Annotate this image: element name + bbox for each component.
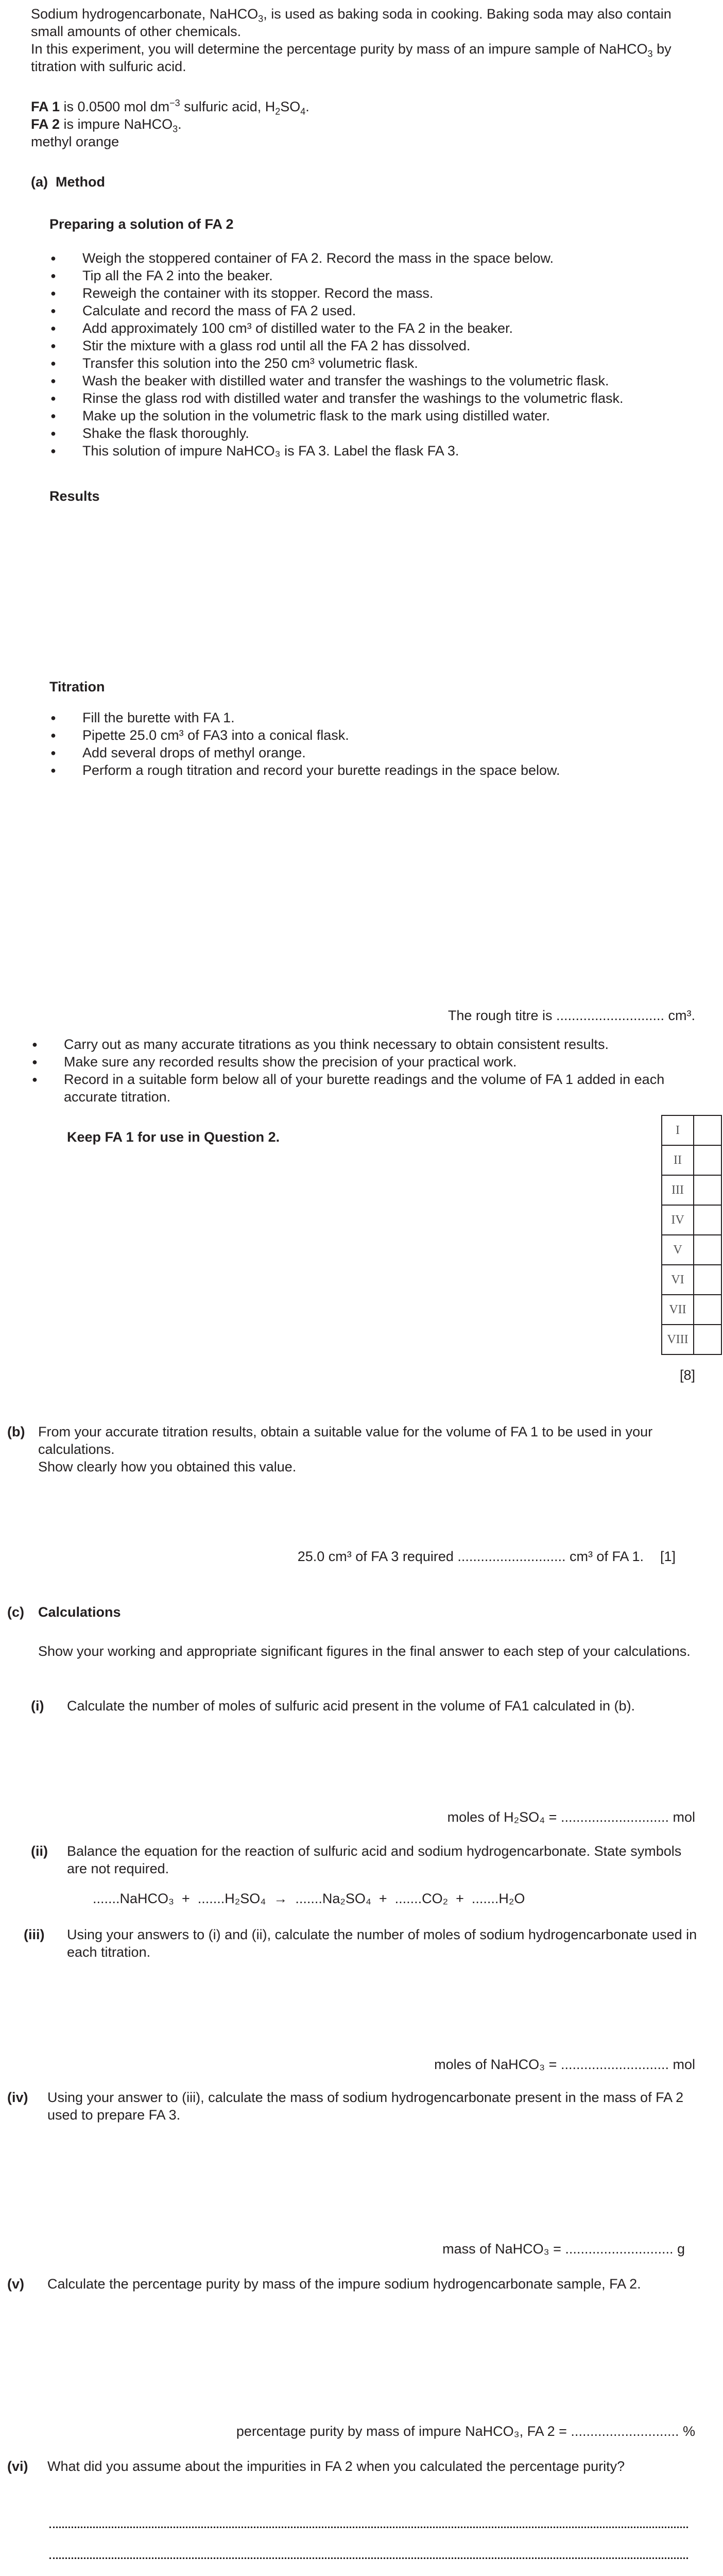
part-cvi-text: What did you assume about the impurities in FA 2 when you calculated the percentage purity? xyxy=(47,2459,625,2474)
material-fa1: FA 1 is 0.0500 mol $dm^{-3}$ sulfuric acid, $H_2SO_4$. xyxy=(31,98,309,117)
part-a-marks: [8] xyxy=(679,1367,695,1383)
intro-paragraph-2: In this experiment, you will determine the percentage purity by mass of an impure sample of NaHCO$_3$ by titration with sulfuric acid. xyxy=(31,41,672,74)
accurate-steps-list xyxy=(31,1036,700,1106)
part-cii-text: Balance the equation for the reaction of sulfuric acid and sodium hydrogencarbonate. State symbols are not required. xyxy=(67,1843,682,1876)
prep-step: ● Stir the mixture with a glass rod until all the FA 2 has dissolved. xyxy=(49,337,698,354)
prep-step: ● This solution of impure NaHCO₃ is FA 3. Label the flask FA 3. xyxy=(49,442,698,460)
prep-step: ● Add approximately 100 cm³ of distilled water to the FA 2 in the beaker. xyxy=(49,319,698,337)
part-civ-text: Using your answer to (iii), calculate the mass of sodium hydrogencarbonate present in the mass of FA 2 used to prepare FA 3. xyxy=(47,2090,684,2123)
material-fa2: FA 2 is impure NaHCO$_3$. xyxy=(31,116,182,134)
part-ciii-answer: moles of NaHCO₃ = ............................ mol xyxy=(434,2057,695,2072)
titration-heading: Titration xyxy=(49,679,105,694)
mark-cell xyxy=(694,1265,721,1295)
part-cv-label: (v) xyxy=(7,2276,24,2292)
part-ciii-label: (iii) xyxy=(24,1927,45,1942)
part-b-text: From your accurate titration results, obtain a suitable value for the volume of FA 1 to be used in your calculations. Show clearly how you obtained this value. xyxy=(38,1424,653,1475)
prep-step: ● Make up the solution in the volumetric flask to the mark using distilled water. xyxy=(49,407,698,425)
part-ciii-text: Using your answers to (i) and (ii), calculate the number of moles of sodium hydrogencarbonate used in each titration. xyxy=(67,1927,697,1960)
titration-steps-list xyxy=(49,709,698,779)
mark-row-label: VII xyxy=(662,1295,694,1325)
mark-cell xyxy=(694,1325,721,1354)
mark-cell xyxy=(694,1175,721,1205)
mark-row-label: IV xyxy=(662,1205,694,1235)
keep-fa1-note: Keep FA 1 for use in Question 2. xyxy=(67,1129,280,1145)
prep-step: ● Tip all the FA 2 into the beaker. xyxy=(49,267,698,284)
mark-row-label: VI xyxy=(662,1265,694,1295)
prep-step: ● Calculate and record the mass of FA 2 used. xyxy=(49,302,698,319)
mark-cell xyxy=(694,1295,721,1325)
prep-step: ● Transfer this solution into the 250 cm³ volumetric flask. xyxy=(49,354,698,372)
part-c-intro: Show your working and appropriate significant figures in the final answer to each step of your calculations. xyxy=(38,1643,691,1659)
answer-line[interactable] xyxy=(49,2527,688,2528)
balanced-equation: .......NaHCO₃ + .......H₂SO₄ → .......Na₂SO₄ + .......CO₂ + .......H₂O xyxy=(93,1891,525,1906)
accurate-step: ● Carry out as many accurate titrations as you think necessary to obtain consistent results. xyxy=(31,1036,700,1053)
part-cii-label: (ii) xyxy=(31,1843,48,1859)
titration-step: ● Fill the burette with FA 1. xyxy=(49,709,698,726)
part-a-title: Method xyxy=(56,174,105,190)
results-heading: Results xyxy=(49,488,100,504)
material-indicator: methyl orange xyxy=(31,134,119,149)
intro-paragraph-1: Sodium hydrogencarbonate, NaHCO$_3$, is used as baking soda in cooking. Baking soda may also contain small amounts of other chemicals. xyxy=(31,6,672,39)
mark-row-label: V xyxy=(662,1235,694,1265)
mark-row-label: I xyxy=(662,1115,694,1145)
accurate-step: ● Make sure any recorded results show the precision of your practical work. xyxy=(31,1053,700,1071)
part-ci-label: (i) xyxy=(31,1698,44,1714)
part-cvi-label: (vi) xyxy=(7,2459,28,2474)
part-ci-text: Calculate the number of moles of sulfuric acid present in the volume of FA1 calculated in (b). xyxy=(67,1698,635,1714)
answer-line[interactable] xyxy=(49,2557,688,2559)
mark-cell xyxy=(694,1115,721,1145)
part-b-marks: [1] xyxy=(660,1549,676,1564)
part-cv-answer: percentage purity by mass of impure NaHCO₃, FA 2 = ............................ % xyxy=(236,2424,695,2439)
prep-steps-list xyxy=(49,249,698,460)
prep-step: ● Reweigh the container with its stopper. Record the mass. xyxy=(49,284,698,302)
part-c-title: Calculations xyxy=(38,1604,121,1620)
examiner-marks-table xyxy=(661,1115,722,1355)
mark-row-label: III xyxy=(662,1175,694,1205)
mark-row-label: VIII xyxy=(662,1325,694,1354)
titration-step: ● Pipette 25.0 cm³ of FA3 into a conical flask. xyxy=(49,726,698,744)
part-b-answer: 25.0 cm³ of FA 3 required ............................ cm³ of FA 1. xyxy=(297,1549,644,1564)
prep-step: ● Rinse the glass rod with distilled water and transfer the washings to the volumetric flask. xyxy=(49,389,698,407)
prep-step: ● Weigh the stoppered container of FA 2. Record the mass in the space below. xyxy=(49,249,698,267)
mark-row-label: II xyxy=(662,1145,694,1175)
materials-list xyxy=(31,98,309,150)
part-civ-label: (iv) xyxy=(7,2090,28,2105)
part-a-label: (a) xyxy=(31,174,48,190)
titration-step: ● Perform a rough titration and record your burette readings in the space below. xyxy=(49,761,698,779)
rough-titre-answer: The rough titre is ............................ cm³. xyxy=(447,1008,695,1023)
titration-step: ● Add several drops of methyl orange. xyxy=(49,744,698,761)
mark-cell xyxy=(694,1145,721,1175)
accurate-step: ● Record in a suitable form below all of your burette readings and the volume of FA 1 added in each accurate titration. xyxy=(31,1071,700,1106)
part-c-label: (c) xyxy=(7,1604,24,1620)
part-ci-answer: moles of H₂SO₄ = ............................ mol xyxy=(447,1809,695,1825)
prep-heading: Preparing a solution of FA 2 xyxy=(49,216,234,232)
prep-step: ● Shake the flask thoroughly. xyxy=(49,425,698,442)
part-civ-answer: mass of NaHCO₃ = ............................ g xyxy=(442,2241,685,2257)
mark-cell xyxy=(694,1235,721,1265)
mark-cell xyxy=(694,1205,721,1235)
part-cv-text: Calculate the percentage purity by mass of the impure sodium hydrogencarbonate sample, FA 2. xyxy=(47,2276,641,2292)
prep-step: ● Wash the beaker with distilled water and transfer the washings to the volumetric flask. xyxy=(49,372,698,389)
part-b-label: (b) xyxy=(7,1424,25,1439)
